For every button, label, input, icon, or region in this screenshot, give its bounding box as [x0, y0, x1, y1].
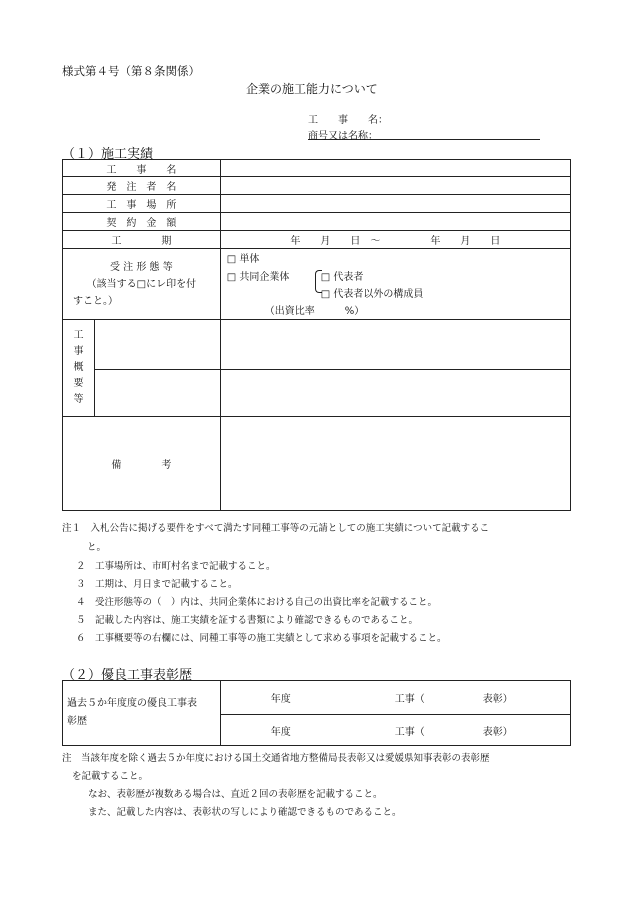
award-nendo: 年度 [270, 694, 291, 705]
gaiyo-value-2[interactable] [220, 370, 570, 417]
gaiyo-item-2[interactable] [94, 370, 220, 417]
jucyu-label-line: 受 注 形 態 等 [110, 261, 173, 273]
gaiyo-label [63, 320, 95, 417]
form-number: 様式第４号（第８条関係） [62, 64, 200, 78]
note2-line: 注 当該年度を除く過去５か年度における国土交通省地方整備局長表彰又は愛媛県知事表彰の表彰歴 [62, 753, 490, 764]
award-label-line: 過去５か年度度の優良工事表 [67, 698, 197, 709]
koji-mei-field-label: 工 事 名： [308, 115, 388, 126]
shogo-field[interactable] [308, 127, 540, 140]
award-hyosho: 表彰） [482, 727, 513, 738]
koji-mei-input[interactable] [220, 160, 570, 177]
note2-line: なお、表彰歴が複数ある場合は、直近２回の表彰歴を記載すること。 [88, 789, 383, 800]
row-label-koji-mei: 工 事 名 [63, 160, 221, 177]
award-row-1[interactable] [220, 681, 570, 715]
option-kyodo[interactable]: □ 共同企業体 [226, 272, 290, 283]
award-row-2[interactable] [220, 715, 570, 746]
award-hyosho: 表彰） [482, 694, 513, 705]
document-title: 企業の施工能力について [246, 82, 378, 96]
gaiyo-char: 工 [73, 330, 84, 341]
note1-line: ３ 工期は、月日まで記載すること。 [76, 579, 238, 590]
row-label-koki: 工 期 [63, 231, 221, 249]
koji-basho-input[interactable] [220, 195, 570, 213]
row-label-koji-basho: 工 事 場 所 [63, 195, 221, 213]
gaiyo-value-1[interactable] [220, 320, 570, 370]
biko-label: 備 考 [63, 417, 221, 511]
option-tantai[interactable]: □ 単体 [226, 254, 260, 265]
award-label [63, 681, 221, 746]
biko-input[interactable] [220, 417, 570, 511]
gaiyo-char: 等 [73, 394, 84, 405]
keiyaku-kingaku-input[interactable] [220, 213, 570, 231]
section1-heading: （１）施工実績 [62, 147, 154, 162]
shusshi-hiritsu[interactable]: （出資比率 %） [264, 306, 365, 317]
award-history-table [62, 680, 571, 746]
hacchusha-input[interactable] [220, 177, 570, 195]
koki-input[interactable]: 年 月 日 ～ 年 月 日 [220, 231, 570, 249]
note2-line: また、記載した内容は、表彰状の写しにより確認できるものであること。 [88, 807, 402, 818]
gaiyo-item-1[interactable] [94, 320, 220, 370]
jucyu-label-line: （該当する□にレ印を付 [86, 278, 197, 290]
award-koji: 工事（ [394, 694, 425, 705]
row-label-hacchusha: 発 注 者 名 [63, 177, 221, 195]
note1-line: 注１ 入札公告に掲げる要件をすべて満たす同種工事等の元請としての施工実績について記載するこ [62, 523, 490, 534]
row-label-keiyaku-kingaku: 契 約 金 額 [63, 213, 221, 231]
note1-line: と。 [87, 542, 107, 553]
award-label-line: 彰歴 [67, 716, 87, 727]
gaiyo-char: 概 [73, 362, 84, 373]
option-daihyo-igai[interactable]: □ 代表者以外の構成員 [320, 289, 424, 300]
note1-line: ５ 記載した内容は、施工実績を証する書類により確認できるものであること。 [76, 615, 419, 626]
jucyu-label-line: すこと。） [73, 295, 118, 307]
note1-line: ２ 工事場所は、市町村名まで記載すること。 [76, 561, 276, 572]
award-nendo: 年度 [270, 727, 291, 738]
note2-line: を記載すること。 [72, 771, 149, 782]
shogo-field-label: 商号又は名称： [308, 131, 378, 142]
jucyu-keitai-label [63, 249, 221, 320]
note1-line: ６ 工事概要等の右欄には、同種工事等の施工実績として求める事項を記載すること。 [76, 633, 447, 644]
gaiyo-char: 要 [73, 378, 84, 389]
jucyu-keitai-options [220, 249, 570, 320]
note1-line: ４ 受注形態等の（ ）内は、共同企業体における自己の出資比率を記載すること。 [76, 597, 438, 608]
gaiyo-char: 事 [73, 346, 84, 357]
construction-record-table [62, 159, 571, 511]
section2-heading: （２）優良工事表彰歴 [62, 668, 193, 683]
award-koji: 工事（ [394, 727, 425, 738]
option-daihyo[interactable]: □ 代表者 [320, 272, 364, 283]
